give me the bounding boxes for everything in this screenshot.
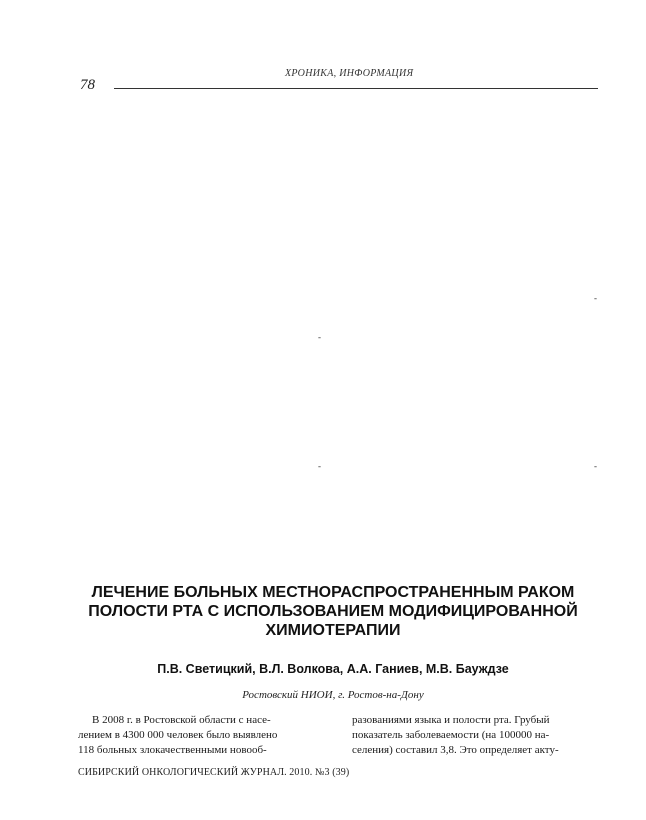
body-text-line: показатель заболеваемости (на 100000 на- — [352, 729, 550, 741]
journal-footer: СИБИРСКИЙ ОНКОЛОГИЧЕСКИЙ ЖУРНАЛ. 2010. №3 (39) — [78, 767, 350, 778]
stray-hyphen: - — [318, 332, 321, 342]
body-text-line: разованиями языка и полости рта. Грубый — [352, 714, 550, 726]
body-column-left — [78, 713, 326, 758]
stray-hyphen: - — [594, 293, 597, 303]
article-title — [70, 583, 596, 640]
body-column-right — [352, 713, 600, 758]
body-text-line: селения) составил 3,8. Это определяет акту- — [352, 744, 559, 756]
stray-hyphen: - — [594, 461, 597, 471]
stray-hyphen: - — [318, 461, 321, 471]
title-line: ХИМИОТЕРАПИИ — [265, 622, 401, 639]
body-text-line: 118 больных злокачественными новооб- — [78, 744, 267, 756]
running-head: ХРОНИКА, ИНФОРМАЦИЯ — [285, 68, 414, 79]
title-line: ПОЛОСТИ РТА С ИСПОЛЬЗОВАНИЕМ МОДИФИЦИРОВАННОЙ — [88, 603, 578, 620]
body-text-line: лением в 4300 000 человек было выявлено — [78, 729, 278, 741]
affiliation: Ростовский НИОИ, г. Ростов-на-Дону — [242, 689, 424, 701]
page-number: 78 — [80, 77, 95, 93]
header-rule — [114, 88, 598, 89]
authors: П.В. Светицкий, В.Л. Волкова, А.А. Ганиев, М.В. Бауждзе — [157, 662, 509, 676]
body-text-line: В 2008 г. в Ростовской области с насе- — [92, 714, 271, 726]
title-line: ЛЕЧЕНИЕ БОЛЬНЫХ МЕСТНОРАСПРОСТРАНЕННЫМ РАКОМ — [91, 584, 575, 601]
